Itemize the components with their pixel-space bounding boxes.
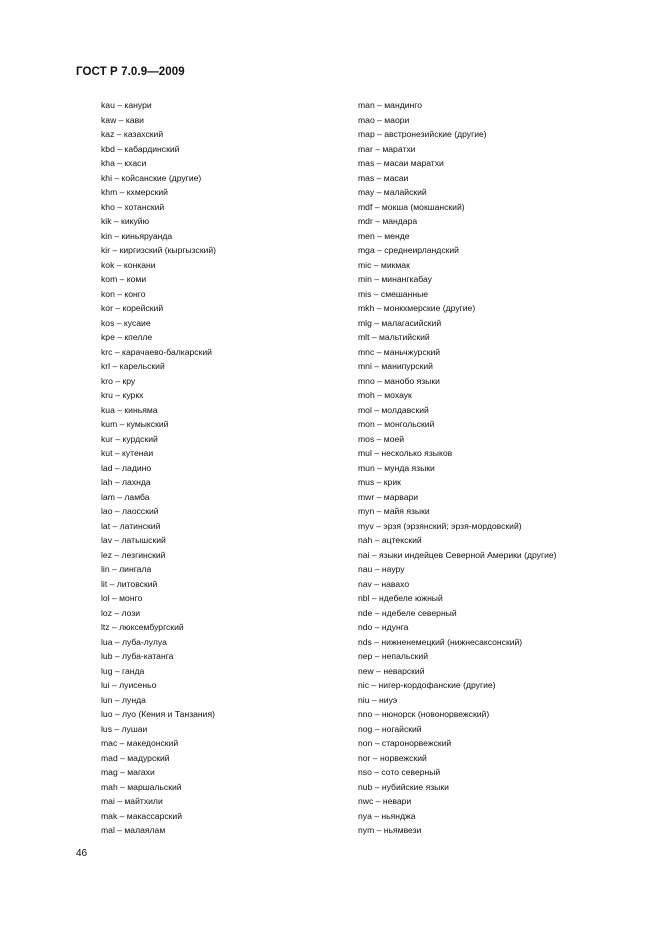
language-entry: nya – ньянджа: [358, 810, 416, 821]
language-entry: lam – ламба: [101, 491, 150, 502]
language-entry: min – минангкабау: [358, 274, 432, 284]
language-entry: mkh – монкхмерские (другие): [358, 303, 476, 313]
language-entry: nah – ацтекский: [358, 535, 422, 545]
language-entry: nep – непальский: [358, 651, 429, 661]
language-entry: nwc – невари: [358, 796, 412, 806]
language-entry: man – мандинго: [358, 100, 422, 110]
language-entry: lub – луба-катанга: [101, 651, 174, 661]
language-entry: lit – литовский: [101, 578, 158, 589]
language-entry: may – малайский: [358, 187, 427, 197]
language-entry: mga – среднеирландский: [358, 245, 459, 255]
language-entry: lav – латышский: [101, 535, 166, 545]
language-entry: nav – навахо: [358, 578, 410, 589]
language-entry: nbl – ндебеле южный: [358, 593, 443, 603]
language-entry: nso – сото северный: [358, 767, 441, 777]
language-list-right: [358, 98, 557, 838]
language-entry: mon – монгольский: [358, 419, 435, 429]
language-entry: niu – ниуэ: [358, 694, 398, 705]
language-entry: khi – койсанские (другие): [101, 172, 202, 183]
language-entry: kir – киргизский (кыргызский): [101, 245, 217, 255]
language-entry: mno – манобо языки: [358, 375, 440, 386]
language-entry: nds – нижненемецкий (нижнесаксонский): [358, 636, 523, 647]
language-entry: mic – микмак: [358, 259, 410, 270]
language-entry: mag – магахи: [101, 767, 155, 777]
language-entry: mus – крик: [358, 477, 401, 487]
language-entry: kha – кхаси: [101, 158, 147, 168]
language-entry: mas – масаи маратхи: [358, 158, 444, 168]
language-entry: mul – несколько языков: [358, 448, 453, 458]
language-entry: kaw – кави: [101, 114, 144, 125]
language-entry: lat – латинский: [101, 520, 161, 531]
language-entry: mar – маратхи: [358, 143, 416, 154]
language-entry: mah – маршальский: [101, 781, 182, 792]
language-entry: mai – майтхили: [101, 796, 163, 806]
language-entry: kum – кумыкский: [101, 419, 169, 429]
language-entry: kru – куркх: [101, 390, 144, 400]
language-entry: krl – карельский: [101, 361, 165, 371]
language-entry: kut – кутенаи: [101, 448, 154, 458]
language-entry: kua – киньяма: [101, 404, 158, 415]
language-entry: nai – языки индейцев Северной Америки (другие): [358, 549, 557, 560]
language-entry: kbd – кабардинский: [101, 143, 180, 154]
language-entry: mao – маори: [358, 114, 410, 125]
language-entry: kpe – кпелле: [101, 332, 153, 342]
language-entry: kos – кусаие: [101, 317, 151, 328]
language-entry: lah – лахнда: [101, 477, 151, 487]
language-entry: kin – киньяруанда: [101, 230, 173, 241]
language-entry: men – менде: [358, 230, 410, 241]
language-entry: new – неварский: [358, 665, 425, 676]
language-entry: myn – майя языки: [358, 506, 430, 516]
language-entry: moh – мохаук: [358, 390, 412, 400]
language-entry: myv – эрзя (эрзянский; эрзя-мордовский): [358, 520, 522, 531]
language-entry: kik – кикуйю: [101, 216, 150, 226]
language-entry: nde – ндебеле северный: [358, 607, 457, 618]
language-entry: kro – кру: [101, 375, 136, 386]
language-entry: mas – масаи: [358, 172, 409, 183]
language-entry: lun – лунда: [101, 694, 146, 705]
document-title: ГОСТ Р 7.0.9—2009: [76, 66, 185, 78]
language-entry: kor – корейский: [101, 303, 164, 313]
language-entry: mad – мадурский: [101, 752, 170, 763]
language-entry: nub – нубийские языки: [358, 781, 449, 792]
language-entry: non – старонорвежский: [358, 738, 452, 748]
language-entry: nau – науру: [358, 564, 405, 574]
language-entry: luo – луо (Кения и Танзания): [101, 709, 215, 719]
language-entry: nor – норвежский: [358, 752, 427, 763]
language-entry: lui – луисеньо: [101, 680, 157, 690]
language-entry: nym – ньямвези: [358, 825, 422, 835]
language-entry: lao – лаосский: [101, 506, 159, 516]
language-entry: kho – хотанский: [101, 201, 165, 212]
language-entry: nno – нюнорск (новонорвежский): [358, 709, 490, 719]
language-list-left: [101, 98, 216, 838]
language-entry: loz – лози: [101, 607, 141, 618]
language-entry: lin – лингала: [101, 564, 152, 574]
language-entry: ltz – люксембургский: [101, 622, 184, 632]
language-entry: lus – лушаи: [101, 723, 148, 734]
language-entry: mdf – мокша (мокшанский): [358, 201, 465, 212]
language-entry: mos – моей: [358, 433, 405, 444]
language-entry: mis – смешанные: [358, 288, 429, 299]
language-entry: mlt – мальтийский: [358, 332, 430, 342]
language-entry: lug – ганда: [101, 665, 145, 676]
language-entry: lol – монго: [101, 593, 143, 603]
language-entry: mdr – мандара: [358, 216, 418, 226]
language-entry: mnc – маньчжурский: [358, 346, 441, 357]
language-entry: lad – ладино: [101, 462, 152, 473]
language-entry: ndo – ндунга: [358, 622, 409, 632]
language-entry: mwr – марвари: [358, 491, 419, 502]
language-entry: kon – конго: [101, 288, 146, 299]
language-entry: mun – мунда языки: [358, 462, 435, 473]
language-entry: khm – кхмерский: [101, 187, 168, 197]
language-entry: nic – нигер-кордофанские (другие): [358, 680, 496, 690]
language-entry: mak – макассарский: [101, 810, 183, 821]
language-entry: kom – коми: [101, 274, 147, 284]
language-entry: kok – конкани: [101, 259, 156, 270]
page-number: 46: [76, 848, 88, 859]
language-entry: mac – македонский: [101, 738, 179, 748]
language-entry: mlg – малагасийский: [358, 317, 442, 328]
language-entry: krc – карачаево-балкарский: [101, 346, 212, 357]
language-entry: nog – ногайский: [358, 723, 422, 734]
language-entry: lua – луба-лулуа: [101, 636, 167, 647]
language-entry: mol – молдавский: [358, 404, 429, 415]
language-entry: kur – курдский: [101, 433, 158, 444]
language-entry: kau – канури: [101, 100, 152, 110]
language-entry: lez – лезгинский: [101, 549, 166, 560]
language-entry: mni – манипурский: [358, 361, 433, 371]
language-entry: map – австронезийские (другие): [358, 129, 487, 139]
language-entry: mal – малаялам: [101, 825, 166, 835]
language-entry: kaz – казахский: [101, 129, 164, 139]
